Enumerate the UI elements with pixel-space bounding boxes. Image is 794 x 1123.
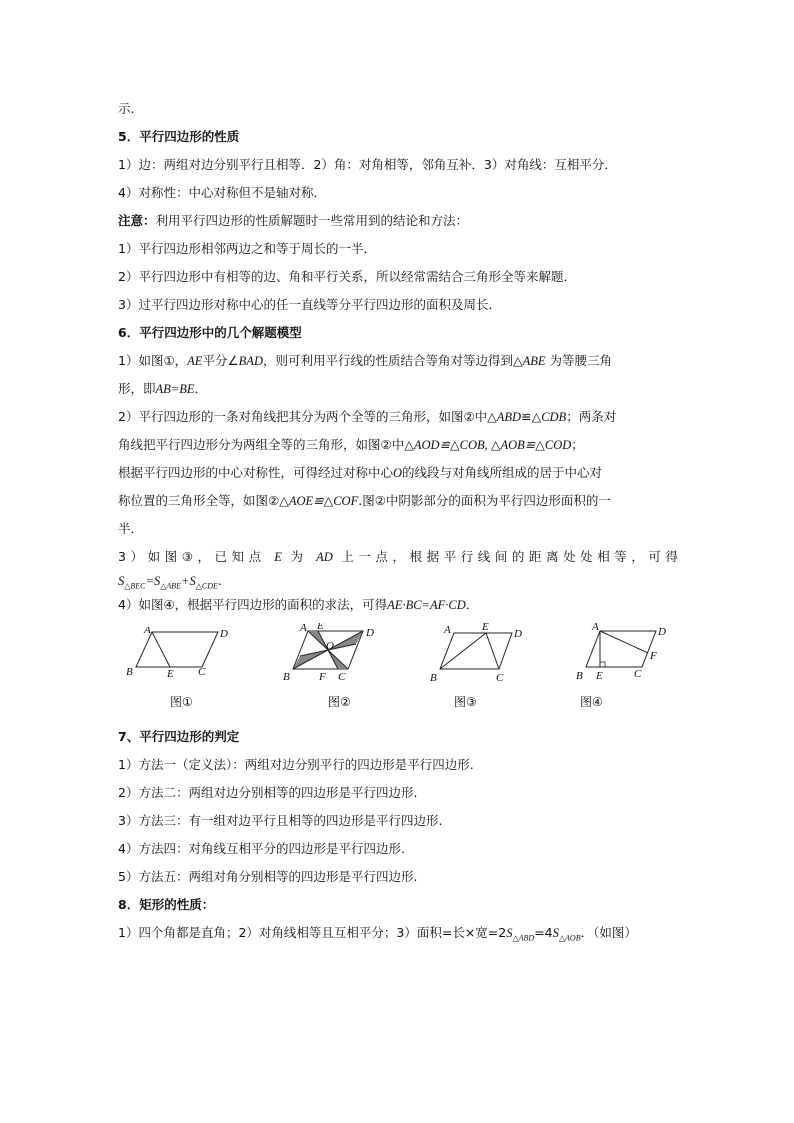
text: 5）方法五：两组对角分别相等的四边形是平行四边形. xyxy=(118,869,418,884)
text: 1）方法一（定义法）：两组对边分别平行的四边形是平行四边形. xyxy=(118,757,474,772)
label-o: O xyxy=(326,640,334,652)
label-c: C xyxy=(198,666,206,678)
figure-3 xyxy=(424,623,534,685)
math: S xyxy=(552,926,559,940)
text: ≌△ xyxy=(521,409,542,424)
text-line xyxy=(118,347,678,375)
right-angle-mark xyxy=(600,662,605,667)
section-7-title xyxy=(118,723,678,751)
text: 为 xyxy=(290,549,308,564)
text-line xyxy=(118,95,678,123)
math: AE·BC=AF·CD xyxy=(387,598,466,612)
text: 4）如图④，根据平行四边形的面积的求法，可得 xyxy=(118,597,388,612)
label-a: A xyxy=(592,623,599,633)
math: AOE≌△COF xyxy=(288,494,359,508)
label-c: C xyxy=(634,668,642,680)
label-e: E xyxy=(317,623,324,632)
text: ；两条对 xyxy=(566,409,617,424)
label-e: E xyxy=(167,668,174,680)
math: E xyxy=(274,550,282,564)
text: 为等腰三角 xyxy=(549,353,613,368)
math: =S xyxy=(145,574,161,588)
text: 利用平行四边形的性质解题时一些常用到的结论和方法： xyxy=(155,213,469,228)
text-line xyxy=(118,543,678,571)
math-sub: △ABD xyxy=(512,933,535,943)
math: ABE xyxy=(522,354,546,368)
math: CDB xyxy=(541,410,567,424)
label-d: D xyxy=(514,628,522,640)
text-line xyxy=(118,235,678,263)
text: 2）平行四边形的一条对角线把其分为两个全等的三角形，如图②中△ xyxy=(118,409,497,424)
text: 3）过平行四边形对称中心的任一直线等分平行四边形的面积及周长． xyxy=(118,297,501,312)
math: BAD xyxy=(238,354,263,368)
formula-line xyxy=(118,571,678,591)
text-line xyxy=(118,591,678,619)
label-b: B xyxy=(576,670,583,682)
text-line xyxy=(118,487,678,515)
text-line xyxy=(118,263,678,291)
text: ； xyxy=(571,437,584,452)
text: . xyxy=(217,573,222,588)
text-line xyxy=(118,403,678,431)
math: ABD xyxy=(496,410,522,424)
label-d: D xyxy=(366,627,374,639)
text: 3）如图③，已知点 xyxy=(118,549,266,564)
text-line xyxy=(118,751,678,779)
text: 3）方法三：有一组对边平行且相等的四边形是平行四边形. xyxy=(118,813,443,828)
math: +S xyxy=(181,574,196,588)
caption-fig-2: 图② xyxy=(328,695,351,709)
math: AB=BE xyxy=(155,382,195,396)
heading: 5．平行四边形的性质 xyxy=(118,129,240,144)
section-8-title xyxy=(118,891,678,919)
label-e: E xyxy=(596,670,603,682)
text: ．（如图） xyxy=(580,925,637,940)
math: AD xyxy=(316,550,333,564)
text: 形，即 xyxy=(118,381,156,396)
caption-fig-3: 图③ xyxy=(454,695,477,709)
text-line xyxy=(118,863,678,891)
label-a: A xyxy=(300,623,307,634)
text-line xyxy=(118,291,678,319)
text-line xyxy=(118,835,678,863)
math: O xyxy=(393,466,403,480)
section-6-title xyxy=(118,319,678,347)
text: 平分∠ xyxy=(202,353,239,368)
heading: 7、平行四边形的判定 xyxy=(118,729,240,744)
text: 4）方法四：对角线互相平分的四边形是平行四边形. xyxy=(118,841,405,856)
math-sub: △AOB xyxy=(558,933,581,943)
math: AOD≌△COB, △AOB≌△COD xyxy=(413,438,572,452)
math: S xyxy=(506,926,513,940)
text-line xyxy=(118,459,678,487)
text-line xyxy=(118,375,678,403)
parallelogram xyxy=(586,631,656,667)
label-d: D xyxy=(220,628,228,640)
math-sub: △BEC xyxy=(124,581,146,591)
text: ． xyxy=(194,381,208,396)
text: ，则可利用平行线的性质结合等角对等边得到△ xyxy=(262,353,523,368)
segment-ce xyxy=(486,633,499,669)
label-a: A xyxy=(444,624,451,636)
text: 根据平行四边形的中心对称性，可得经过对称中心 xyxy=(118,465,394,480)
text-line xyxy=(118,179,678,207)
figure-1 xyxy=(124,627,234,682)
label-c: C xyxy=(338,671,346,683)
caption-fig-4: 图④ xyxy=(580,695,603,709)
math: =4 xyxy=(534,925,553,940)
text: 示. xyxy=(118,101,135,116)
label-b: B xyxy=(430,672,437,684)
parallelogram xyxy=(440,633,512,669)
text: 2）平行四边形中有相等的边、角和平行关系，所以经常需结合三角形全等来解题． xyxy=(118,269,576,284)
label-f: F xyxy=(319,671,326,683)
caption-fig-1: 图① xyxy=(170,695,193,709)
text: ． xyxy=(465,597,479,612)
text: 半． xyxy=(118,521,144,536)
text-line xyxy=(118,779,678,807)
text: 1）四个角都是直角；2）对角线相等且互相平分；3）面积=长×宽=2 xyxy=(118,925,507,940)
text-line xyxy=(118,431,678,459)
text-line xyxy=(118,919,678,947)
text: 的线段与对角线所组成的居于中心对 xyxy=(402,465,603,480)
figures-row xyxy=(118,619,678,723)
text: 1）平行四边形相邻两边之和等于周长的一半． xyxy=(118,241,376,256)
note-line xyxy=(118,207,678,235)
text: 1）边：两组对边分别平行且相等．2）角：对角相等，邻角互补．3）对角线：互相平分． xyxy=(118,157,617,172)
segment-ae xyxy=(152,632,170,667)
text: 上一点，根据平行线间的距离处处相等，可得 xyxy=(341,549,678,564)
label-d: D xyxy=(658,626,666,638)
figure-4 xyxy=(568,623,678,685)
text: 称位置的三角形全等，如图②△ xyxy=(118,493,289,508)
label-b: B xyxy=(283,671,290,683)
document-page xyxy=(118,95,678,947)
parallelogram xyxy=(136,632,218,667)
heading: 8．矩形的性质： xyxy=(118,897,215,912)
math-sub: △CDE xyxy=(195,581,218,591)
text-line xyxy=(118,151,678,179)
altitude-af xyxy=(600,631,648,653)
text-line xyxy=(118,807,678,835)
label-a: A xyxy=(144,627,151,636)
label-b: B xyxy=(126,666,133,678)
text: 4）对称性：中心对称但不是轴对称． xyxy=(118,185,326,200)
note-label: 注意： xyxy=(118,213,156,228)
heading: 6．平行四边形中的几个解题模型 xyxy=(118,325,302,340)
label-c: C xyxy=(496,672,504,684)
label-e: E xyxy=(482,623,489,633)
text: .图②中阴影部分的面积为平行四边形面积的一 xyxy=(358,493,611,508)
math-sub: △ABE xyxy=(160,581,182,591)
label-f: F xyxy=(650,650,657,662)
figure-2 xyxy=(278,623,388,685)
math: S xyxy=(118,574,125,588)
text: 1）如图①， xyxy=(118,353,188,368)
text: 角线把平行四边形分为两组全等的三角形，如图②中△ xyxy=(118,437,414,452)
text-line xyxy=(118,515,678,543)
text: 2）方法二：两组对边分别相等的四边形是平行四边形. xyxy=(118,785,418,800)
math: AE xyxy=(187,354,203,368)
section-5-title xyxy=(118,123,678,151)
